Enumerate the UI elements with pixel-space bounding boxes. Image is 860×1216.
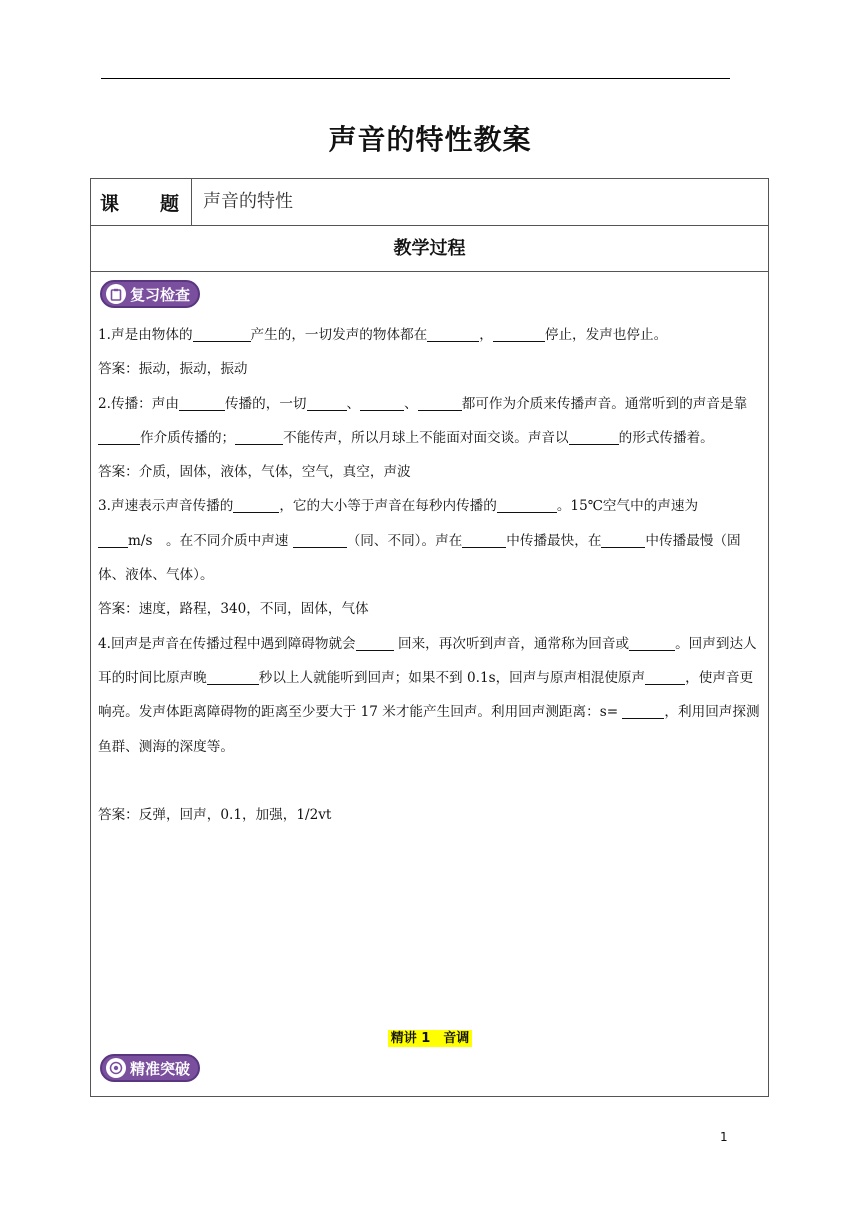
topic-label [91, 179, 192, 225]
answer-1: 答案：振动，振动，振动 [98, 361, 248, 378]
page-number: 1 [720, 1130, 728, 1144]
header-rule [101, 78, 730, 79]
question-2: 2.传播：声由 传播的，一切 、 、 都可作为介质来传播声音。通常听到的声音是靠作介质传播的； 不能传声，所以月球上不能面对面交谈。声音以 的形式传播着。 [98, 395, 748, 446]
review-badge [100, 280, 200, 308]
question-3: 3.声速表示声音传播的 ，它的大小等于声音在每秒内传播的 。15℃空气中的声速为 m/s 。在不同介质中声速 （同、不同）。声在 中传播最快，在 中传播最慢（固体、液体、气体）。 [98, 498, 741, 584]
clipboard-icon [106, 284, 126, 304]
document-title: 声音的特性教案 [328, 123, 532, 156]
answer-4: 答案：反弹，回声，0.1，加强，1/2vt [98, 806, 332, 823]
review-badge-label: 复习检查 [130, 285, 191, 304]
answer-2: 答案：介质，固体，液体，气体，空气，真空，声波 [98, 464, 411, 481]
question-1: 1.声是由物体的 产生的，一切发声的物体都在 ， 停止，发声也停止。 [98, 327, 668, 343]
topic-label-char-2: 题 [159, 192, 179, 215]
answer-3: 答案：速度，路程，340，不同，固体，气体 [98, 601, 369, 618]
focus-badge-label: 精准突破 [130, 1059, 191, 1078]
process-header: 教学过程 [91, 226, 768, 272]
focus-badge [100, 1054, 200, 1082]
topic-row [91, 179, 768, 226]
review-content [98, 318, 764, 832]
topic-value: 声音的特性 [203, 191, 293, 212]
topic-label-char-1: 课 [100, 192, 120, 215]
target-icon [106, 1058, 126, 1078]
question-4: 4.回声是声音在传播过程中遇到障碍物就会 回来，再次听到声音，通常称为回音或 。回声到达人耳的时间比原声晚 秒以上人就能听到回声；如果不到 0.1s，回声与原声相混使原声 ，使声音更响亮。发声体距离障碍物的距离至少要大于 17 米才能产生回声。利用回声测距离：s= ，利用回声探测鱼群、测海的深度等。 [98, 635, 760, 755]
section-heading: 精讲 1 音调 [0, 1027, 860, 1046]
